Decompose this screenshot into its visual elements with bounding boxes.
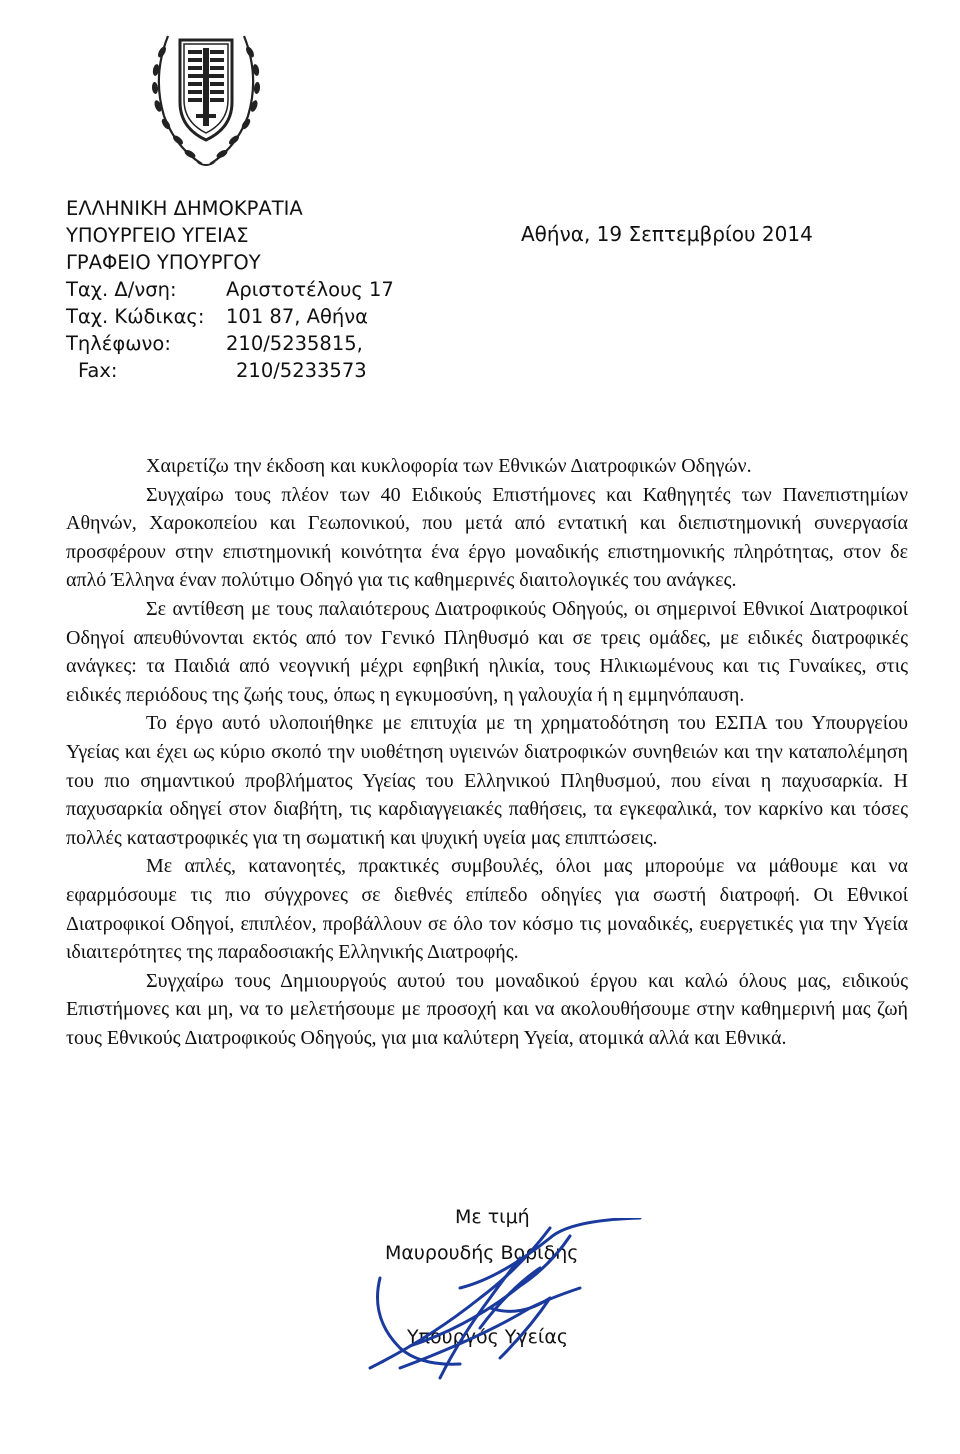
greeting-paragraph: Χαιρετίζω την έκδοση και κυκλοφορία των Εθνικών Διατροφικών Οδηγών. (146, 455, 752, 477)
body-paragraph: Με απλές, κατανοητές, πρακτικές συμβουλές, όλοι μας μπορούμε να μάθουμε και να εφαρμόσουμε τις πιο σύγχρονες σε διεθνές επίπεδο οδηγίες για σωστή διατροφή. Οι Εθνικοί Διατροφικοί Οδηγοί, επιπλέον, προβάλλουν σε όλο τον κόσμο τις μοναδικές, ευεργετικές για την Υγεία ιδιαιτερότητες της παραδοσιακής Ελληνικής Διατροφής. (66, 855, 908, 964)
address-fax-value: 210/5233573 (236, 359, 367, 382)
address-postcode-label: Ταχ. Κώδικας: (66, 305, 205, 328)
letterhead (66, 195, 394, 384)
body-paragraph: Συγχαίρω τους Δημιουργούς αυτού του μοναδικού έργου και καλώ όλους μας, ειδικούς Επιστήμονες και μη, να το μελετήσουμε με προσοχή και να ακολουθήσουμε στην καθημερινή μας ζωή τους Εθνικούς Διατροφικούς Οδηγούς, για μια καλύτερη Υγεία, ατομικά αλλά και Εθνικά. (66, 969, 908, 1049)
address-phone-value: 210/5235815, (226, 332, 363, 355)
address-street-label: Ταχ. Δ/νση: (66, 278, 177, 301)
address-postcode-row (66, 303, 394, 330)
laurel-shield-icon (140, 22, 272, 174)
address-phone-row (66, 330, 394, 357)
address-postcode-value: 101 87, Αθήνα (226, 305, 369, 328)
address-street-row (66, 276, 394, 303)
signatory-name: Μαυρουδής Βορίδης (385, 1242, 579, 1264)
letterhead-republic: ΕΛΛΗΝΙΚΗ ΔΗΜΟΚΡΑΤΙΑ (66, 197, 303, 220)
letter-body (66, 452, 908, 1052)
closing-regards: Με τιμή (455, 1206, 530, 1228)
address-phone-label: Τηλέφωνο: (66, 332, 171, 355)
letterhead-office: ΓΡΑΦΕΙΟ ΥΠΟΥΡΓΟΥ (66, 251, 261, 274)
body-paragraph: Σε αντίθεση με τους παλαιότερους Διατροφικούς Οδηγούς, οι σημερινοί Εθνικοί Διατροφικοί Οδηγοί απευθύνονται εκτός από τον Γενικό Πληθυσμό και σε τρεις ομάδες, με ειδικές διατροφικές ανάγκες: τα Παιδιά από νεογνική μέχρι εφηβική ηλικία, τους Ηλικιωμένους και τις Γυναίκες, στις ειδικές περιόδους της ζωής τους, όπως η εγκυμοσύνη, η γαλουχία ή η εμμηνόπαυση. (66, 597, 908, 706)
signatory-role: Υπουργός Υγείας (407, 1326, 569, 1348)
body-paragraph: Το έργο αυτό υλοποιήθηκε με επιτυχία με τη χρηματοδότηση του ΕΣΠΑ του Υπουργείου Υγείας και έχει ως κύριο σκοπό την υιοθέτηση υγιεινών διατροφικών συνηθειών και την καταπολέμηση του πιο σημαντικού προβλήματος Υγείας του Ελληνικού Πληθυσμού, που είναι η παχυσαρκία. Η παχυσαρκία οδηγεί στον διαβήτη, τις καρδιαγγειακές παθήσεις, τα εγκεφαλικά, τον καρκίνο και τόσες πολλές καταστροφικές για τη σωματική και ψυχική υγεία μας επιπτώσεις. (66, 712, 908, 849)
address-fax-label: Fax: (78, 359, 118, 382)
letter-date: Αθήνα, 19 Σεπτεμβρίου 2014 (521, 222, 813, 246)
address-fax-row (66, 357, 394, 384)
coat-of-arms-emblem (140, 22, 272, 174)
address-street-value: Αριστοτέλους 17 (226, 278, 394, 301)
letterhead-ministry: ΥΠΟΥΡΓΕΙΟ ΥΓΕΙΑΣ (66, 224, 249, 247)
body-paragraph: Συγχαίρω τους πλέον των 40 Ειδικούς Επιστήμονες και Καθηγητές των Πανεπιστημίων Αθηνών, Χαροκοπείου και Γεωπονικού, που μετά από εντατική και διεπιστημονική συνεργασία προσφέρουν στην επιστημονική κοινότητα ένα έργο μοναδικής επιστημονικής πληρότητας, στον δε απλό Έλληνα έναν πολύτιμο Οδηγό για τις καθημερινές διαιτολογικές του ανάγκες. (66, 483, 908, 592)
